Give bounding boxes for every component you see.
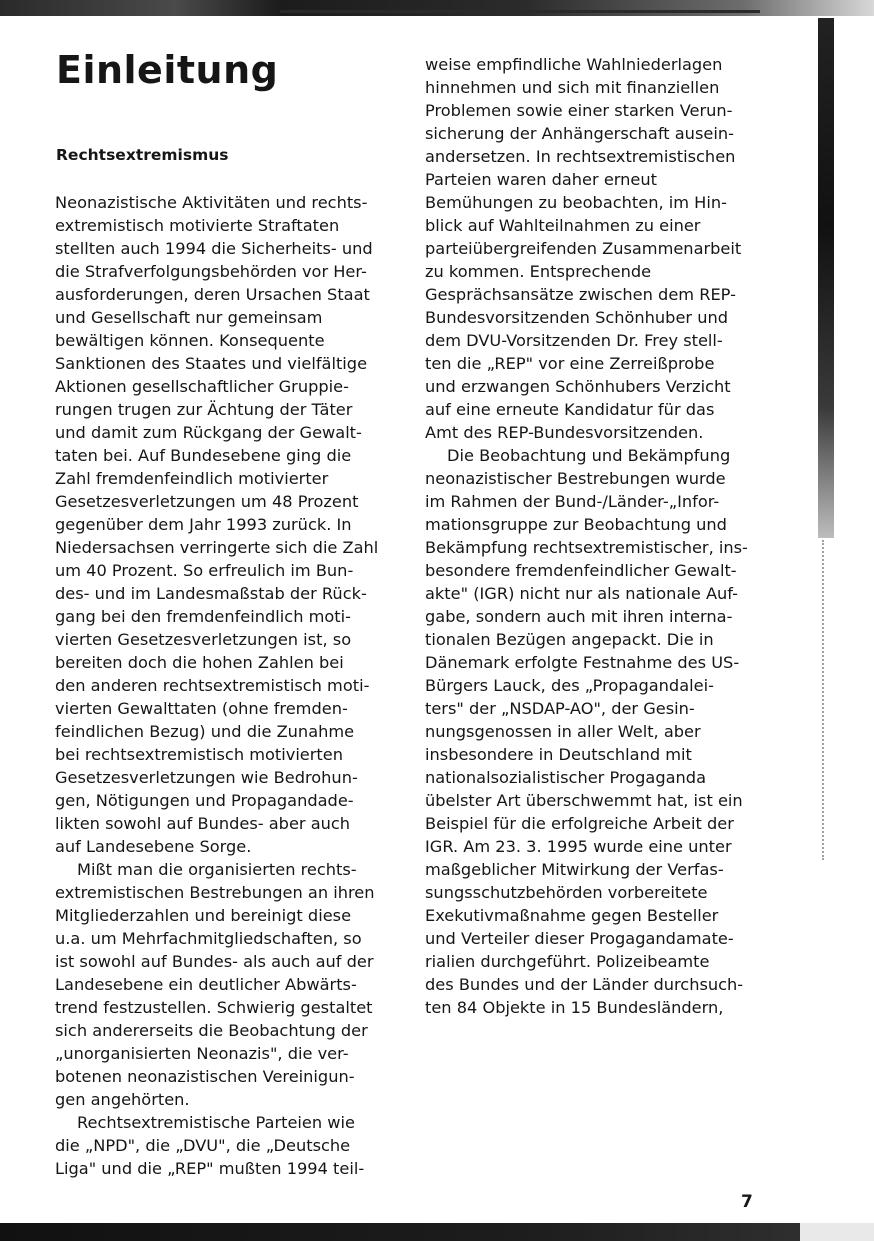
text-line: andersetzen. In rechtsextremistischen — [425, 147, 736, 166]
text-line: rungen trugen zur Ächtung der Täter — [55, 400, 353, 419]
text-line: gegenüber dem Jahr 1993 zurück. In — [55, 515, 352, 534]
text-line: parteiübergreifenden Zusammenarbeit — [425, 239, 742, 258]
text-line: ten 84 Objekte in 15 Bundesländern, — [425, 998, 724, 1017]
text-line: Niedersachsen verringerte sich die Zahl — [55, 538, 379, 557]
text-line: u.a. um Mehrfachmitgliedschaften, so — [55, 929, 362, 948]
text-line: maßgeblicher Mitwirkung der Verfas- — [425, 860, 724, 879]
text-line: mationsgruppe zur Beobachtung und — [425, 515, 727, 534]
text-line: Bemühungen zu beobachten, im Hin- — [425, 193, 727, 212]
text-line: sungsschutzbehörden vorbereitete — [425, 883, 708, 902]
text-line: likten sowohl auf Bundes- aber auch — [55, 814, 351, 833]
text-line: Problemen sowie einer starken Verun- — [425, 101, 733, 120]
text-line: nationalsozialistischer Progaganda — [425, 768, 707, 787]
text-line: übelster Art überschwemmt hat, ist ein — [425, 791, 743, 810]
text-line: extremistisch motivierte Straftaten — [55, 216, 340, 235]
section-heading: Rechtsextremismus — [56, 146, 229, 164]
text-line: weise empfindliche Wahlniederlagen — [425, 55, 723, 74]
text-line: gen angehörten. — [55, 1090, 190, 1109]
text-line: rialien durchgeführt. Polizeibeamte — [425, 952, 710, 971]
text-line: ist sowohl auf Bundes- als auch auf der — [55, 952, 374, 971]
text-line: Liga" und die „REP" mußten 1994 teil- — [55, 1159, 365, 1178]
text-line: ters" der „NSDAP-AO", der Gesin- — [425, 699, 695, 718]
page-title: Einleitung — [56, 48, 279, 92]
text-line: Bundesvorsitzenden Schönhuber und — [425, 308, 729, 327]
text-line: stellten auch 1994 die Sicherheits- und — [55, 239, 373, 258]
text-line: feindlichen Bezug) und die Zunahme — [55, 722, 355, 741]
text-line: extremistischen Bestrebungen an ihren — [55, 883, 375, 902]
scan-border-right — [818, 18, 834, 538]
text-line: IGR. Am 23. 3. 1995 wurde eine unter — [425, 837, 732, 856]
text-line: Sanktionen des Staates und vielfältige — [55, 354, 368, 373]
scan-border-bottom-gap — [800, 1223, 874, 1241]
text-line: die „NPD", die „DVU", die „Deutsche — [55, 1136, 351, 1155]
text-line: auf eine erneute Kandidatur für das — [425, 400, 715, 419]
text-line: „unorganisierten Neonazis", die ver- — [55, 1044, 349, 1063]
text-line: Neonazistische Aktivitäten und rechts- — [55, 193, 368, 212]
text-line: ten die „REP" vor eine Zerreißprobe — [425, 354, 715, 373]
paragraph-start-line: Die Beobachtung und Bekämpfung — [447, 446, 731, 465]
text-line: botenen neonazistischen Vereinigun- — [55, 1067, 355, 1086]
text-line: vierten Gesetzesverletzungen ist, so — [55, 630, 352, 649]
page-number: 7 — [741, 1192, 753, 1212]
text-line: sicherung der Anhängerschaft ausein- — [425, 124, 734, 143]
text-line: dem DVU-Vorsitzenden Dr. Frey stell- — [425, 331, 723, 350]
text-line: gen, Nötigungen und Propagandade- — [55, 791, 354, 810]
text-line: ausforderungen, deren Ursachen Staat — [55, 285, 370, 304]
text-line: Landesebene ein deutlicher Abwärts- — [55, 975, 357, 994]
text-line: besondere fremdenfeindlicher Gewalt- — [425, 561, 737, 580]
text-line: bewältigen können. Konsequente — [55, 331, 325, 350]
text-line: und damit zum Rückgang der Gewalt- — [55, 423, 362, 442]
text-line: Beispiel für die erfolgreiche Arbeit der — [425, 814, 734, 833]
text-line: um 40 Prozent. So erfreulich im Bun- — [55, 561, 354, 580]
text-line: im Rahmen der Bund-/Länder-„Infor- — [425, 492, 720, 511]
text-line: und Gesellschaft nur gemeinsam — [55, 308, 323, 327]
text-line: neonazistischer Bestrebungen wurde — [425, 469, 726, 488]
text-line: des- und im Landesmaßstab der Rück- — [55, 584, 367, 603]
text-line: sich andererseits die Beobachtung der — [55, 1021, 368, 1040]
text-line: gabe, sondern auch mit ihren interna- — [425, 607, 733, 626]
text-column-left — [55, 191, 395, 1180]
text-line: bei rechtsextremistisch motivierten — [55, 745, 343, 764]
text-line: tionalen Bezügen angepackt. Die in — [425, 630, 714, 649]
text-line: Amt des REP-Bundesvorsitzenden. — [425, 423, 704, 442]
text-line: Gesetzesverletzungen wie Bedrohun- — [55, 768, 358, 787]
text-line: Bürgers Lauck, des „Propagandalei- — [425, 676, 714, 695]
paragraph-start-line: Rechtsextremistische Parteien wie — [77, 1113, 355, 1132]
scan-border-right-specks — [822, 540, 834, 860]
text-line: Exekutivmaßnahme gegen Besteller — [425, 906, 719, 925]
text-line: den anderen rechtsextremistisch moti- — [55, 676, 370, 695]
text-line: akte" (IGR) nicht nur als nationale Auf- — [425, 584, 738, 603]
text-line: vierten Gewalttaten (ohne fremden- — [55, 699, 348, 718]
text-line: gang bei den fremdenfeindlich moti- — [55, 607, 351, 626]
text-column-right — [425, 53, 770, 1019]
text-line: Zahl fremdenfeindlich motivierter — [55, 469, 329, 488]
text-line: blick auf Wahlteilnahmen zu einer — [425, 216, 701, 235]
text-line: Mitgliederzahlen und bereinigt diese — [55, 906, 352, 925]
scan-border-top-line — [280, 10, 760, 13]
text-line: Dänemark erfolgte Festnahme des US- — [425, 653, 740, 672]
text-line: Parteien waren daher erneut — [425, 170, 657, 189]
text-line: Aktionen gesellschaftlicher Gruppie- — [55, 377, 349, 396]
paragraph-start-line: Mißt man die organisierten rechts- — [77, 860, 357, 879]
text-line: und Verteiler dieser Progagandamate- — [425, 929, 734, 948]
text-line: auf Landesebene Sorge. — [55, 837, 252, 856]
scan-border-top — [0, 0, 874, 16]
text-line: Gesetzesverletzungen um 48 Prozent — [55, 492, 359, 511]
text-line: Bekämpfung rechtsextremistischer, ins- — [425, 538, 748, 557]
text-line: taten bei. Auf Bundesebene ging die — [55, 446, 352, 465]
text-line: nungsgenossen in aller Welt, aber — [425, 722, 701, 741]
text-line: trend festzustellen. Schwierig gestaltet — [55, 998, 373, 1017]
text-line: und erzwangen Schönhubers Verzicht — [425, 377, 731, 396]
text-line: zu kommen. Entsprechende — [425, 262, 652, 281]
text-line: bereiten doch die hohen Zahlen bei — [55, 653, 344, 672]
text-line: die Strafverfolgungsbehörden vor Her- — [55, 262, 367, 281]
text-line: Gesprächsansätze zwischen dem REP- — [425, 285, 736, 304]
text-line: insbesondere in Deutschland mit — [425, 745, 692, 764]
text-line: hinnehmen und sich mit finanziellen — [425, 78, 720, 97]
text-line: des Bundes und der Länder durchsuch- — [425, 975, 744, 994]
scan-border-bottom — [0, 1223, 874, 1241]
